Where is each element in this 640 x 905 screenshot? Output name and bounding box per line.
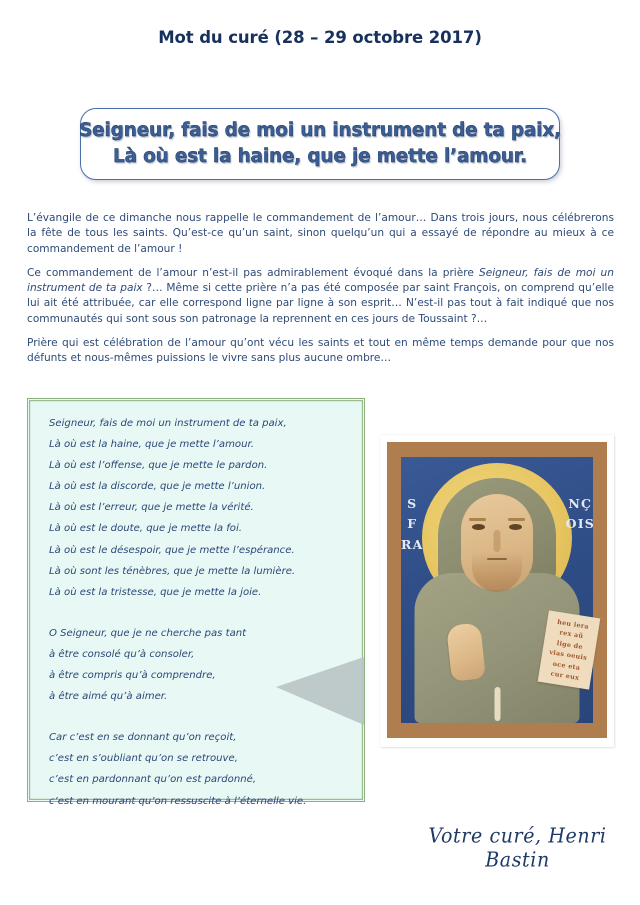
blessing-hand <box>446 622 486 681</box>
prayer-line: Là où sont les ténèbres, que je mette la lumière. <box>49 565 296 577</box>
scroll-line: lige de <box>556 638 584 651</box>
scroll <box>538 610 601 689</box>
prayer-line: c’est en pardonnant qu’on est pardonné, <box>49 774 257 786</box>
prayer-text <box>49 413 349 812</box>
inscription-line: NÇ <box>568 496 593 511</box>
eye-right <box>509 524 522 530</box>
paragraph-1: L’évangile de ce dimanche nous rappelle le commandement de l’amour… Dans trois jours, nous célébrerons la fête de tous les saints. Qu’est-ce qu’un saint, sinon quelqu’un qui a essayé de répondre au mieux à ce commandement de l’amour ! <box>27 212 614 255</box>
prayer-line: Là où est le désespoir, que je mette l’espérance. <box>49 544 295 556</box>
prayer-banner <box>80 108 560 180</box>
inscription-line: F <box>407 516 418 532</box>
prayer-line: c’est en mourant qu’on ressuscite à l’éternelle vie. <box>49 795 307 807</box>
paragraph-2 <box>27 266 614 327</box>
inscription-line: S <box>407 496 418 511</box>
prayer-line: à être compris qu’à comprendre, <box>49 670 216 682</box>
paragraph-3: Prière qui est célébration de l’amour qu’ont vécu les saints et tout en même temps demande pour que nos défunts et nous-mêmes puissions le vivre sans plus aucune ombre… <box>27 337 614 365</box>
prayer-line: c’est en s’oubliant qu’on se retrouve, <box>49 753 238 765</box>
scroll-line: oce eta <box>552 659 581 672</box>
franciscan-cord <box>494 687 500 721</box>
prayer-line: Là où est le doute, que je mette la foi. <box>49 523 242 535</box>
banner-line-1: Seigneur, fais de moi un instrument de ta paix, <box>79 120 561 142</box>
icon-artwork <box>387 442 607 738</box>
paragraph-2-part-2: ?… Même si cette prière n’a pas été composée par saint François, on comprend qu’elle lui ait été attribuée, car elle correspond ligne par ligne à son esprit… N’est-il pas tout à fait indiqué que nos communautés qui sont sous son patronage la reprennent en ces jours de Toussaint ?… <box>27 282 614 325</box>
stanza-gap <box>49 603 349 623</box>
body-text <box>27 211 614 367</box>
scroll-line: vias oeuis <box>548 648 588 662</box>
eyebrow-right <box>508 518 525 521</box>
prayer-line: Là où est la tristesse, que je mette la joie. <box>49 586 262 598</box>
saint-francis-icon-image <box>380 435 614 747</box>
prayer-line: à être consolé qu’à consoler, <box>49 648 195 660</box>
inscription-line: OIS <box>565 516 595 532</box>
scroll-line: heu iera <box>556 617 590 631</box>
scroll-line: rex aũ <box>558 628 584 641</box>
face <box>461 494 533 590</box>
prayer-line: Car c’est en se donnant qu’on reçoit, <box>49 732 237 744</box>
prayer-callout-box <box>27 398 365 807</box>
inscription-line: RA <box>401 536 424 552</box>
prayer-line: à être aimé qu’à aimer. <box>49 691 168 703</box>
mouth <box>487 558 507 561</box>
icon-inscription-left <box>401 494 424 555</box>
prayer-line: Là où est l’erreur, que je mette la vérité. <box>49 502 254 514</box>
prayer-line: Seigneur, fais de moi un instrument de ta paix, <box>49 418 287 429</box>
prayer-line: Là où est la discorde, que je mette l’union. <box>49 481 266 493</box>
page-title: Mot du curé (28 – 29 octobre 2017) <box>158 28 482 47</box>
eye-left <box>472 524 485 530</box>
prayer-line: Là où est l’offense, que je mette le pardon. <box>49 460 268 472</box>
prayer-line: O Seigneur, que je ne cherche pas tant <box>49 627 247 639</box>
paragraph-2-part-1: Ce commandement de l’amour n’est-il pas admirablement évoqué dans la prière <box>27 266 479 279</box>
stanza-gap <box>49 707 349 727</box>
prayer-line: Là où est la haine, que je mette l’amour. <box>49 439 254 451</box>
scroll-line: cur eux <box>550 669 580 682</box>
eyebrow-left <box>469 518 486 521</box>
paragraph-2-prayer-title: Seigneur, fais de moi un instrument de ta paix <box>27 266 614 295</box>
nose <box>494 530 501 552</box>
icon-inscription-right <box>566 494 595 535</box>
signature: Votre curé, Henri Bastin <box>428 824 607 872</box>
banner-line-2: Là où est la haine, que je mette l’amour. <box>113 146 527 167</box>
